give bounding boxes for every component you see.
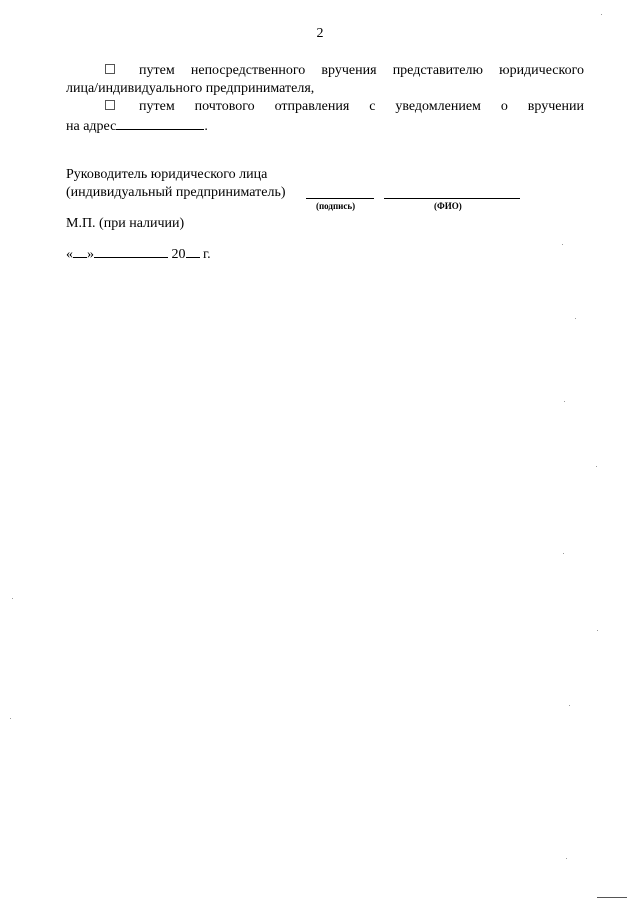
scan-edge-mark xyxy=(597,897,627,898)
date-line xyxy=(66,244,584,264)
month-blank[interactable] xyxy=(94,244,168,258)
year-prefix: 20 xyxy=(171,247,186,262)
name-blank[interactable] xyxy=(384,198,520,199)
option-1-line-2: лица/индивидуального предпринимателя, xyxy=(66,81,315,96)
scan-speck xyxy=(575,318,576,319)
signature-caption: (подпись) xyxy=(316,201,356,211)
scan-speck xyxy=(601,14,602,15)
name-caption: (ФИО) xyxy=(434,201,462,211)
signatory-title-line-1: Руководитель юридического лица xyxy=(66,167,268,182)
scan-speck xyxy=(564,401,565,402)
word: путем xyxy=(139,63,175,78)
word: с xyxy=(369,99,376,114)
scan-speck xyxy=(597,630,598,631)
scan-speck xyxy=(569,705,570,706)
scan-speck xyxy=(563,553,564,554)
address-blank[interactable] xyxy=(116,116,204,130)
word: почтового xyxy=(194,99,255,114)
signatory-title-line-2: (индивидуальный предприниматель) xyxy=(66,185,286,200)
word: о xyxy=(500,99,508,114)
option-1-line-1 xyxy=(66,62,584,80)
period: . xyxy=(204,119,208,134)
word: отправления xyxy=(274,99,350,114)
open-quote: « xyxy=(66,247,73,262)
word: вручении xyxy=(527,99,584,114)
year-suffix: г. xyxy=(203,247,211,262)
scan-speck xyxy=(566,858,567,859)
checkbox-icon[interactable] xyxy=(105,100,115,110)
year-blank[interactable] xyxy=(186,244,200,258)
scan-speck xyxy=(12,598,13,599)
close-quote: » xyxy=(87,247,94,262)
word: непосредственного xyxy=(190,63,306,78)
word: юридического xyxy=(499,63,584,78)
word: путем xyxy=(139,99,175,114)
address-label: на адрес xyxy=(66,119,117,134)
scan-speck xyxy=(562,244,563,245)
word: уведомлением xyxy=(395,99,481,114)
word: вручения xyxy=(321,63,377,78)
stamp-note: М.П. (при наличии) xyxy=(66,216,185,231)
page-number: 2 xyxy=(316,26,324,41)
signature-blank[interactable] xyxy=(306,198,374,199)
scan-speck xyxy=(10,718,11,719)
option-2-line-2 xyxy=(66,116,584,136)
scan-speck xyxy=(596,466,597,467)
day-blank[interactable] xyxy=(73,244,87,258)
option-2-line-1 xyxy=(66,98,584,116)
checkbox-icon[interactable] xyxy=(105,64,115,74)
word: представителю xyxy=(392,63,483,78)
